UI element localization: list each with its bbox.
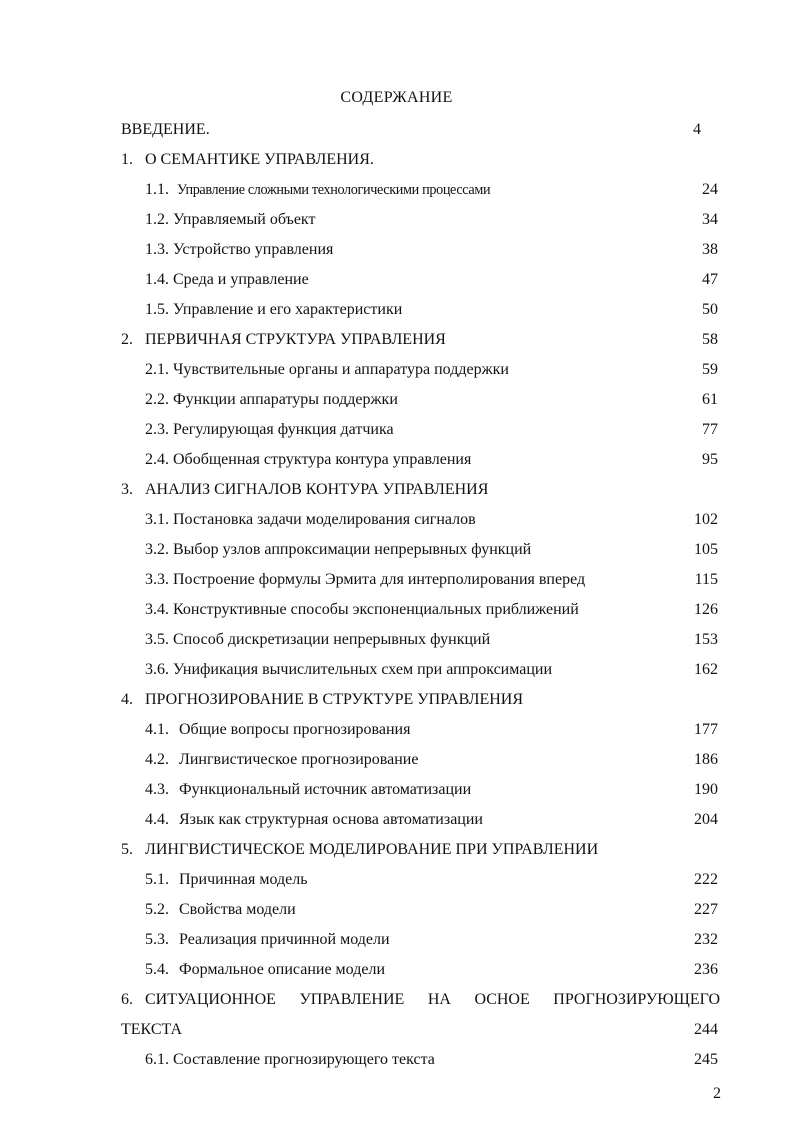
toc-entry [0, 205, 793, 235]
toc-entry-text: Среда и управление [173, 271, 309, 288]
toc-entry-text: Обобщенная структура контура управления [173, 451, 472, 468]
toc-entry-page: 34 [702, 211, 718, 228]
toc-entry [0, 145, 793, 175]
toc-entry-page: 105 [694, 541, 718, 558]
toc-entry [0, 1015, 793, 1045]
toc-entry-number: 4.1. [145, 721, 169, 738]
toc-entry [0, 805, 793, 835]
toc-entry-page: 244 [694, 1021, 718, 1038]
toc-entry-number: 1.1. [145, 181, 169, 198]
toc-entry-number: 3.1. [145, 511, 169, 528]
toc-entry-text: Унификация вычислительных схем при аппроксимации [173, 661, 553, 678]
toc-entry-number: 3.5. [145, 631, 169, 648]
toc-entry-number: 1. [121, 151, 133, 168]
toc-entry-text: ЛИНГВИСТИЧЕСКОЕ МОДЕЛИРОВАНИЕ ПРИ УПРАВЛЕНИИ [145, 841, 599, 858]
toc-entry [0, 955, 793, 985]
toc-entry-page: 102 [694, 511, 718, 528]
toc-entry-page: 190 [694, 781, 718, 798]
toc-entry-number: 6. [121, 991, 133, 1008]
toc-entry-number: 2.2. [145, 391, 169, 408]
toc-entry [0, 865, 793, 895]
toc-entry [0, 985, 793, 1015]
toc-entry-page: 126 [694, 601, 718, 618]
toc-entry [0, 325, 793, 355]
toc-entry-number: 5.4. [145, 961, 169, 978]
toc-entry-text: Лингвистическое прогнозирование [179, 751, 419, 768]
toc-entry [0, 745, 793, 775]
toc-entry-page: 59 [702, 361, 718, 378]
toc-entry-number: 2. [121, 331, 133, 348]
toc-entry-number: 4.2. [145, 751, 169, 768]
toc-entry [0, 475, 793, 505]
toc-entry [0, 445, 793, 475]
toc-entry-number: 6.1. [145, 1051, 169, 1068]
toc-entry-text: Чувствительные органы и аппаратура поддержки [173, 361, 509, 378]
toc-entry-page: 24 [702, 181, 718, 198]
toc-entry-text: Управление сложными технологическими процессами [177, 182, 491, 198]
toc-entry-text: Управление и его характеристики [173, 301, 403, 318]
toc-entry-number: 4.4. [145, 811, 169, 828]
toc-entry-number: 2.4. [145, 451, 169, 468]
toc-entry-page: 153 [694, 631, 718, 648]
toc-entry-number: 1.5. [145, 301, 169, 318]
toc-entry-number: 1.4. [145, 271, 169, 288]
toc-entry [0, 655, 793, 685]
toc-entry-text: Устройство управления [173, 241, 334, 258]
table-of-contents [0, 115, 793, 1075]
toc-entry-page: 222 [694, 871, 718, 888]
toc-entry-page: 47 [702, 271, 718, 288]
toc-entry [0, 775, 793, 805]
toc-entry [0, 625, 793, 655]
toc-entry-text: ПРОГНОЗИРОВАНИЕ В СТРУКТУРЕ УПРАВЛЕНИЯ [145, 691, 524, 708]
toc-entry-text: Составление прогнозирующего текста [173, 1051, 435, 1068]
toc-entry [0, 595, 793, 625]
toc-entry-page: 58 [702, 331, 718, 348]
toc-entry-number: 3. [121, 481, 133, 498]
toc-entry [0, 535, 793, 565]
toc-entry-number: 2.1. [145, 361, 169, 378]
toc-entry [0, 505, 793, 535]
toc-entry [0, 415, 793, 445]
toc-entry-number: 4. [121, 691, 133, 708]
toc-entry-page: 245 [694, 1051, 718, 1068]
toc-entry-page: 186 [694, 751, 718, 768]
toc-entry-page: 115 [694, 571, 718, 588]
toc-entry [0, 715, 793, 745]
toc-entry-text: Реализация причинной модели [179, 931, 390, 948]
toc-entry-page: 232 [694, 931, 718, 948]
toc-entry-page: 38 [702, 241, 718, 258]
toc-entry [0, 175, 793, 205]
toc-entry-page: 236 [694, 961, 718, 978]
toc-entry [0, 685, 793, 715]
toc-entry-page: 177 [694, 721, 718, 738]
toc-entry [0, 925, 793, 955]
toc-entry [0, 295, 793, 325]
toc-entry-text: Выбор узлов аппроксимации непрерывных функций [173, 541, 532, 558]
toc-entry [0, 835, 793, 865]
toc-entry-text: Способ дискретизации непрерывных функций [173, 631, 491, 648]
toc-entry-number: 1.2. [145, 211, 169, 228]
toc-entry-text: Конструктивные способы экспоненциальных приближений [173, 601, 579, 618]
toc-entry-text: СИТУАЦИОННОЕ УПРАВЛЕНИЕ НА ОСНОЕ ПРОГНОЗИРУЮЩЕГО [145, 991, 720, 1008]
toc-entry-page: 227 [694, 901, 718, 918]
toc-entry [0, 895, 793, 925]
toc-entry-number: 5.3. [145, 931, 169, 948]
toc-entry-text: АНАЛИЗ СИГНАЛОВ КОНТУРА УПРАВЛЕНИЯ [145, 481, 489, 498]
toc-entry-page: 162 [694, 661, 718, 678]
toc-entry-number: 5. [121, 841, 133, 858]
toc-entry-number: 3.2. [145, 541, 169, 558]
toc-title: СОДЕРЖАНИЕ [340, 89, 453, 106]
page-number: 2 [713, 1085, 721, 1102]
toc-entry-text: Управляемый объект [173, 211, 316, 228]
toc-entry-page: 4 [693, 121, 701, 138]
toc-entry-page: 204 [694, 811, 718, 828]
toc-entry-text: Функции аппаратуры поддержки [173, 391, 398, 408]
toc-entry-number: 4.3. [145, 781, 169, 798]
toc-entry-number: 5.1. [145, 871, 169, 888]
toc-entry [0, 385, 793, 415]
toc-entry-text: Построение формулы Эрмита для интерполирования вперед [173, 571, 586, 588]
toc-entry-page: 77 [702, 421, 718, 438]
toc-entry-text: ТЕКСТА [121, 1021, 183, 1038]
toc-entry-text: Функциональный источник автоматизации [179, 781, 472, 798]
toc-entry-number: 5.2. [145, 901, 169, 918]
toc-entry-text: Формальное описание модели [179, 961, 385, 978]
toc-entry-number: 2.3. [145, 421, 169, 438]
toc-entry-text: Постановка задачи моделирования сигналов [173, 511, 476, 528]
toc-entry-text: Общие вопросы прогнозирования [179, 721, 411, 738]
toc-entry-text: ПЕРВИЧНАЯ СТРУКТУРА УПРАВЛЕНИЯ [145, 331, 446, 348]
toc-entry [0, 1045, 793, 1075]
toc-entry [0, 565, 793, 595]
toc-entry-number: 3.3. [145, 571, 169, 588]
toc-entry [0, 355, 793, 385]
toc-entry-page: 95 [702, 451, 718, 468]
toc-entry-text: Язык как структурная основа автоматизации [179, 811, 483, 828]
toc-entry-number: 3.6. [145, 661, 169, 678]
toc-entry-text: О СЕМАНТИКЕ УПРАВЛЕНИЯ. [145, 151, 374, 168]
toc-entry-text: Причинная модель [179, 871, 308, 888]
toc-entry-text: ВВЕДЕНИЕ. [121, 121, 210, 138]
toc-entry-text: Свойства модели [179, 901, 296, 918]
toc-entry-page: 61 [702, 391, 718, 408]
toc-entry-page: 50 [702, 301, 718, 318]
toc-entry-number: 1.3. [145, 241, 169, 258]
toc-entry-number: 3.4. [145, 601, 169, 618]
toc-entry [0, 265, 793, 295]
toc-entry [0, 235, 793, 265]
toc-entry-text: Регулирующая функция датчика [173, 421, 394, 438]
toc-entry [0, 115, 793, 145]
